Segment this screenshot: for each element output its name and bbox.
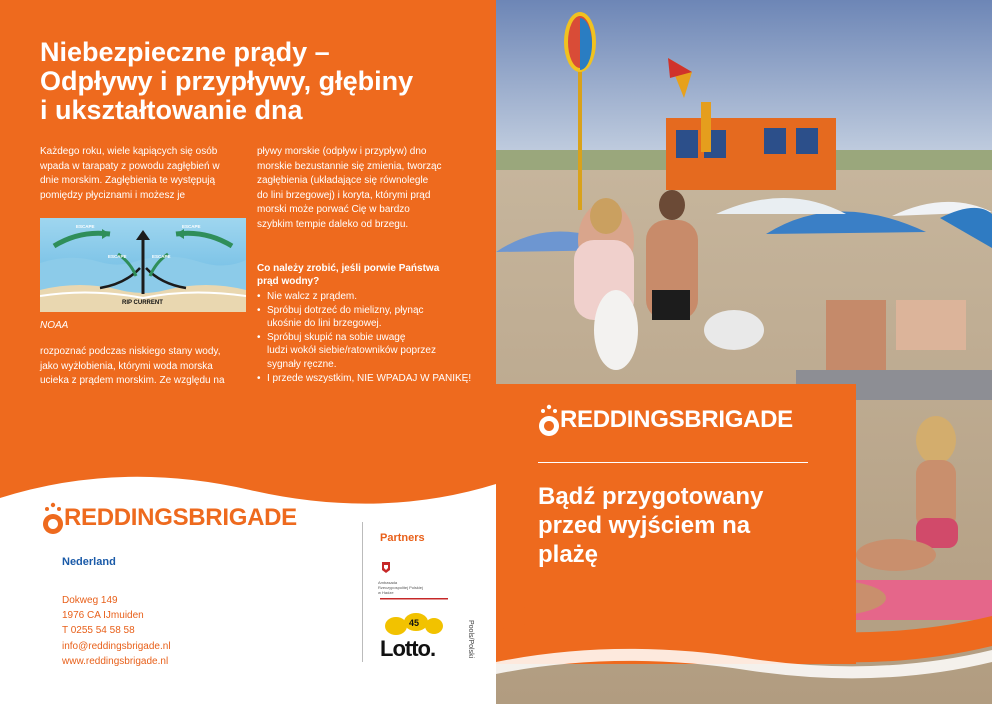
panel-divider [538, 462, 808, 463]
body-column-1-top: Każdego roku, wiele kąpiących się osób wpada w tarapaty z powodu zagłębień w dnie morskim. Zagłębienia te występują pomiędzy płyciznami i możesz je [40, 146, 220, 201]
contact-address: Dokweg 149 1976 CA IJmuiden T 0255 54 58 58 info@reddingsbrigade.nl www.reddingsbrigade.nl [62, 593, 171, 669]
language-label: Pools/Polski [467, 620, 474, 659]
tip-item: • Spróbuj dotrzeć do mielizny, płynąc ukośnie do lini brzegowej. [257, 304, 472, 331]
rip-current-diagram [40, 218, 246, 312]
title-line: Odpływy i przypływy, głębiny [40, 66, 414, 96]
embassy-text: Ambasada Rzeczypospolitej Polskiej w Hadze [378, 580, 423, 595]
diagram-label-escape: ESCAPE [152, 254, 171, 259]
cover-headline: Bądź przygotowany przed wyjściem na plażę [538, 483, 764, 568]
bottom-orange-wave [496, 596, 992, 704]
image-credit: NOAA [40, 320, 69, 331]
diagram-label-rip-current: RIP CURRENT [122, 300, 163, 306]
tips-question: Co należy zrobić, jeśli porwie Państwa prąd wodny? [257, 263, 440, 287]
lifebuoy-crown-icon [538, 402, 560, 438]
lifebuoy-crown-icon [42, 500, 64, 536]
body-column-1-bottom: rozpoznać podczas niskiego stany wody, jako wyżłobienia, którymi woda morska ucieka z prądem morskim. Ze względu na [40, 346, 225, 387]
email-link[interactable]: info@reddingsbrigade.nl [62, 640, 171, 652]
brand-name: REDDINGSBRIGADE [64, 504, 297, 531]
reddingsbrigade-logo-bottom [42, 500, 297, 536]
body-column-2: pływy morskie (odpływ i przypływ) dno morskie bezustannie się zmienia, tworząc zagłębienia (układające się równolegle do lini brzegowej) i koryta, którymi prąd morski może porwać Cię w bardzo szybkim tempie daleko od brzegu. [257, 146, 442, 230]
title-line: i ukształtowanie dna [40, 95, 303, 125]
tips-list [257, 290, 472, 385]
lotto-logo-text: Lotto. [380, 636, 436, 661]
brand-subtitle: Nederland [62, 556, 116, 568]
brand-name: REDDINGSBRIGADE [560, 406, 793, 433]
partners-divider [362, 522, 363, 662]
title-line: Niebezpieczne prądy – [40, 37, 330, 67]
lotto-number: 45 [409, 618, 420, 628]
page-title [40, 38, 460, 125]
tip-item: • Nie walcz z prądem. [257, 290, 472, 304]
diagram-label-escape: ESCAPE [182, 224, 201, 229]
reddingsbrigade-logo-panel [538, 402, 793, 438]
diagram-label-escape: ESCAPE [76, 224, 95, 229]
partners-label: Partners [380, 532, 425, 544]
website-link[interactable]: www.reddingsbrigade.nl [62, 655, 169, 667]
diagram-label-escape: ESCAPE [108, 254, 127, 259]
tip-item: • Spróbuj skupić na sobie uwagę ludzi wokół siebie/ratowników poprzez sygnały ręczne. [257, 331, 472, 372]
tip-item: • I przede wszystkim, NIE WPADAJ W PANIKĘ! [257, 372, 472, 386]
